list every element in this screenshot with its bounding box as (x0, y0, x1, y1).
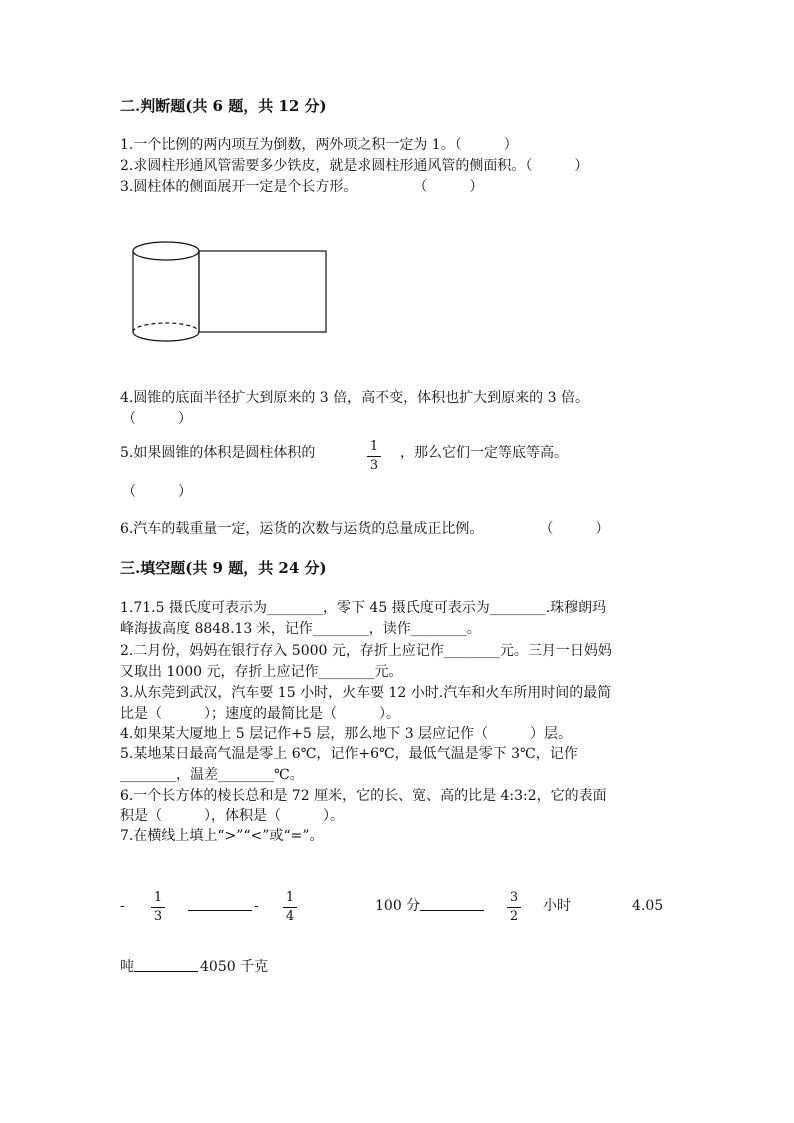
cylinder-top-ellipse (133, 242, 199, 260)
fill-line-4: 又取出 1000 元，存折上应记作________元。 (120, 664, 403, 680)
fraction-denominator: 4 (285, 909, 295, 924)
judge-question-3: 3.圆柱体的侧面展开一定是个长方形。 （ ） (120, 179, 484, 195)
judge-question-1: 1.一个比例的两内项互为倒数，两外项之积一定为 1。（ ） (120, 137, 518, 153)
fill-line-3: 2.二月份，妈妈在银行存入 5000 元，存折上应记作________元。三月一日妈妈 (120, 643, 612, 659)
compare-minus-2: - (254, 898, 259, 914)
cylinder-bottom-back-dashed (133, 323, 199, 332)
fraction-bar (283, 907, 297, 908)
fraction-bar (367, 456, 381, 457)
fraction-three-halves (506, 891, 522, 924)
fraction-one-quarter (282, 891, 298, 924)
compare-4050-kg: 4050 千克 (200, 959, 269, 975)
fraction-one-third-compare (150, 891, 166, 924)
compare-blank-3 (134, 957, 198, 978)
fraction-numerator: 1 (369, 439, 379, 454)
fill-heading: 三.填空题(共 9 题，共 24 分) (120, 559, 327, 577)
compare-4-05: 4.05 (632, 898, 664, 914)
fill-line-2: 峰海拔高度 8848.13 米，记作________，读作________。 (120, 621, 481, 637)
cylinder-unfold-figure (130, 235, 335, 345)
fraction-denominator: 3 (153, 909, 163, 924)
judge-question-5: 5.如果圆锥的体积是圆柱体积的 (120, 445, 316, 461)
compare-blank-2 (420, 896, 484, 917)
fill-line-9: ________，温差________℃。 (120, 767, 304, 783)
fill-line-6: 比是（ ）；速度的最简比是（ ）。 (120, 706, 400, 722)
fraction-numerator: 1 (153, 890, 163, 905)
fraction-denominator: 3 (369, 458, 379, 473)
compare-blank-1 (188, 896, 252, 917)
fill-line-10: 6.一个长方体的棱长总和是 72 厘米，它的长、宽、高的比是 4:3:2，它的表面 (120, 788, 607, 804)
fill-line-8: 5.某地某日最高气温是零上 6℃，记作+6℃，最低气温是零下 3℃，记作 (120, 746, 578, 762)
fill-line-12: 7.在横线上填上“>”“<”或“=”。 (120, 828, 324, 844)
fill-line-5: 3.从东莞到武汉，汽车要 15 小时，火车要 12 小时.汽车和火车所用时间的最简 (120, 685, 612, 701)
fill-line-7: 4.如果某大厦地上 5 层记作+5 层，那么地下 3 层应记作（ ）层。 (120, 726, 573, 742)
fraction-bar (151, 907, 165, 908)
fraction-numerator: 3 (509, 890, 519, 905)
fraction-denominator: 2 (509, 909, 519, 924)
judge-question-5-paren: （ ） (122, 484, 192, 500)
fraction-one-third (366, 440, 382, 473)
fill-line-11: 积是（ ），体积是（ ）。 (120, 808, 344, 824)
compare-hour-unit: 小时 (543, 898, 571, 914)
judge-question-2: 2.求圆柱形通风管需要多少铁皮，就是求圆柱形通风管的侧面积。（ ） (120, 158, 589, 174)
cylinder-bottom-front (133, 332, 199, 341)
unrolled-rectangle (199, 251, 326, 332)
judge-question-4-paren: （ ） (122, 411, 192, 427)
judge-question-6: 6.汽车的载重量一定，运货的次数与运货的总量成正比例。 （ ） (120, 521, 610, 537)
fraction-bar (507, 907, 521, 908)
fraction-numerator: 1 (285, 890, 295, 905)
judge-question-4: 4.圆锥的底面半径扩大到原来的 3 倍，高不变，体积也扩大到原来的 3 倍。 (120, 390, 589, 406)
compare-ton-unit: 吨 (120, 959, 134, 975)
judge-heading: 二.判断题(共 6 题，共 12 分) (120, 97, 327, 115)
fill-line-1: 1.71.5 摄氏度可表示为________，零下 45 摄氏度可表示为________.珠穆朗玛 (120, 600, 607, 616)
judge-question-5-rest: ，那么它们一定等底等高。 (400, 445, 568, 461)
compare-minus-1: - (120, 898, 125, 914)
compare-100-minutes: 100 分 (375, 898, 421, 914)
